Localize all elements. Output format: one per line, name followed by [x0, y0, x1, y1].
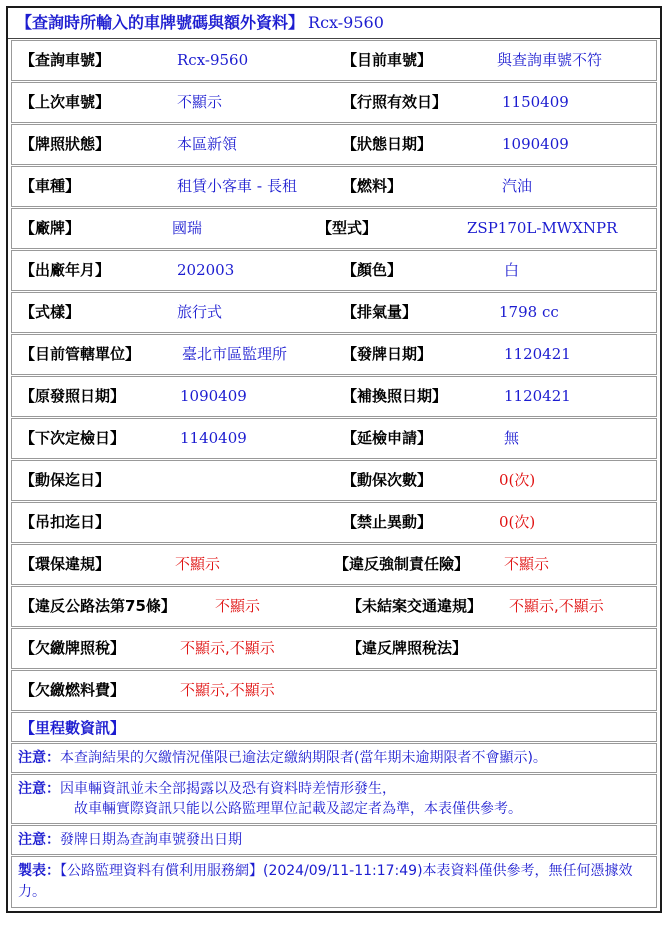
field-label: 【違反強制責任險】 — [334, 555, 470, 573]
info-row — [11, 166, 657, 207]
field-value: 202003 — [177, 261, 235, 279]
field-label: 【未結案交通違規】 — [347, 597, 483, 615]
field-label: 【行照有效日】 — [342, 93, 448, 111]
field-label: 【延檢申請】 — [342, 429, 433, 447]
field-value: 租賃小客車 - 長租 — [177, 177, 297, 195]
vehicle-info-panel — [6, 6, 662, 913]
note-2-text-line2: 故車輛實際資訊只能以公路監理單位記載及認定者為準，本表僅供參考。 — [74, 801, 522, 817]
field-label: 【原發照日期】 — [20, 387, 126, 405]
field-value: 不顯示 — [177, 93, 223, 111]
note-1-text: 本查詢結果的欠繳情況僅限已逾法定繳納期限者(當年期未逾期限者不會顯示)。 — [60, 750, 547, 766]
field-label: 【欠繳燃料費】 — [20, 681, 126, 699]
field-label: 【發牌日期】 — [342, 345, 433, 363]
info-row — [11, 460, 657, 501]
field-label: 【欠繳牌照稅】 — [20, 639, 126, 657]
info-row — [11, 334, 657, 375]
field-label: 【狀態日期】 — [342, 135, 433, 153]
field-label: 【動保迄日】 — [20, 471, 111, 489]
field-label: 【環保違規】 — [20, 555, 111, 573]
field-value: 1090409 — [180, 387, 247, 405]
info-row — [11, 502, 657, 543]
field-label: 【違反牌照稅法】 — [347, 639, 468, 657]
query-header-label: 【查詢時所輸入的車牌號碼與額外資料】 — [16, 13, 305, 32]
field-label: 【廠牌】 — [20, 219, 81, 237]
field-value: 不顯示,不顯示 — [180, 681, 275, 699]
field-label: 【型式】 — [317, 219, 378, 237]
field-label: 【排氣量】 — [342, 303, 418, 321]
field-value: 0(次) — [499, 513, 536, 531]
field-label: 【顏色】 — [342, 261, 403, 279]
field-label: 【目前管轄單位】 — [20, 345, 141, 363]
info-row — [11, 586, 657, 627]
field-value: Rcx-9560 — [177, 51, 249, 69]
field-value: 汽油 — [502, 177, 533, 195]
info-row — [11, 82, 657, 123]
note-1 — [11, 743, 657, 773]
field-value: ZSP170L-MWXNPR — [467, 219, 618, 237]
field-label: 【式樣】 — [20, 303, 81, 321]
field-value: 1798 cc — [499, 303, 559, 321]
note-2-label: 注意： — [18, 781, 60, 797]
footer-text: 【公路監理資料有償利用服務網】(2024/09/11-11:17:49)本表資料僅供參考，無任何憑據效力。 — [18, 863, 633, 900]
note-1-label: 注意： — [18, 750, 60, 766]
note-3 — [11, 825, 657, 855]
note-3-text: 發牌日期為查詢車號發出日期 — [60, 832, 242, 848]
footer-disclaimer — [11, 856, 657, 908]
note-3-label: 注意： — [18, 832, 60, 848]
query-header — [8, 8, 660, 39]
note-2-text: 因車輛資訊並未全部揭露以及恐有資料時差情形發生， — [60, 781, 396, 797]
info-row — [11, 376, 657, 417]
field-label: 【牌照狀態】 — [20, 135, 111, 153]
field-value: 本區新領 — [177, 135, 238, 153]
field-value: 臺北市區監理所 — [182, 345, 288, 363]
mileage-section-title: 【里程數資訊】 — [11, 712, 657, 742]
field-label: 【出廠年月】 — [20, 261, 111, 279]
field-value: 不顯示 — [175, 555, 221, 573]
field-label: 【車種】 — [20, 177, 81, 195]
field-label: 【查詢車號】 — [20, 51, 111, 69]
info-row — [11, 628, 657, 669]
field-value: 白 — [504, 261, 520, 279]
info-row — [11, 544, 657, 585]
field-value: 1150409 — [502, 93, 569, 111]
field-value: 國瑞 — [172, 219, 203, 237]
info-row — [11, 208, 657, 249]
field-label: 【下次定檢日】 — [20, 429, 126, 447]
field-label: 【目前車號】 — [342, 51, 433, 69]
field-value: 不顯示,不顯示 — [180, 639, 275, 657]
info-row — [11, 124, 657, 165]
field-label: 【違反公路法第75條】 — [20, 597, 176, 615]
field-value: 不顯示 — [504, 555, 550, 573]
field-label: 【燃料】 — [342, 177, 403, 195]
field-value: 1140409 — [180, 429, 247, 447]
field-label: 【動保次數】 — [342, 471, 433, 489]
field-value: 0(次) — [499, 471, 536, 489]
info-rows — [8, 40, 660, 711]
field-value: 不顯示,不顯示 — [509, 597, 604, 615]
info-row — [11, 250, 657, 291]
footer-label: 製表： — [18, 863, 60, 879]
field-value: 無 — [504, 429, 520, 447]
field-label: 【補換照日期】 — [342, 387, 448, 405]
field-value: 1120421 — [504, 387, 571, 405]
field-value: 1090409 — [502, 135, 569, 153]
field-label: 【上次車號】 — [20, 93, 111, 111]
info-row — [11, 292, 657, 333]
field-value: 旅行式 — [177, 303, 223, 321]
info-row — [11, 40, 657, 81]
field-value: 1120421 — [504, 345, 571, 363]
field-value: 與查詢車號不符 — [497, 51, 603, 69]
field-label: 【禁止異動】 — [342, 513, 433, 531]
note-2 — [11, 774, 657, 824]
info-row — [11, 670, 657, 711]
field-value: 不顯示 — [215, 597, 261, 615]
field-label: 【吊扣迄日】 — [20, 513, 111, 531]
query-header-plate: Rcx-9560 — [308, 13, 384, 32]
info-row — [11, 418, 657, 459]
